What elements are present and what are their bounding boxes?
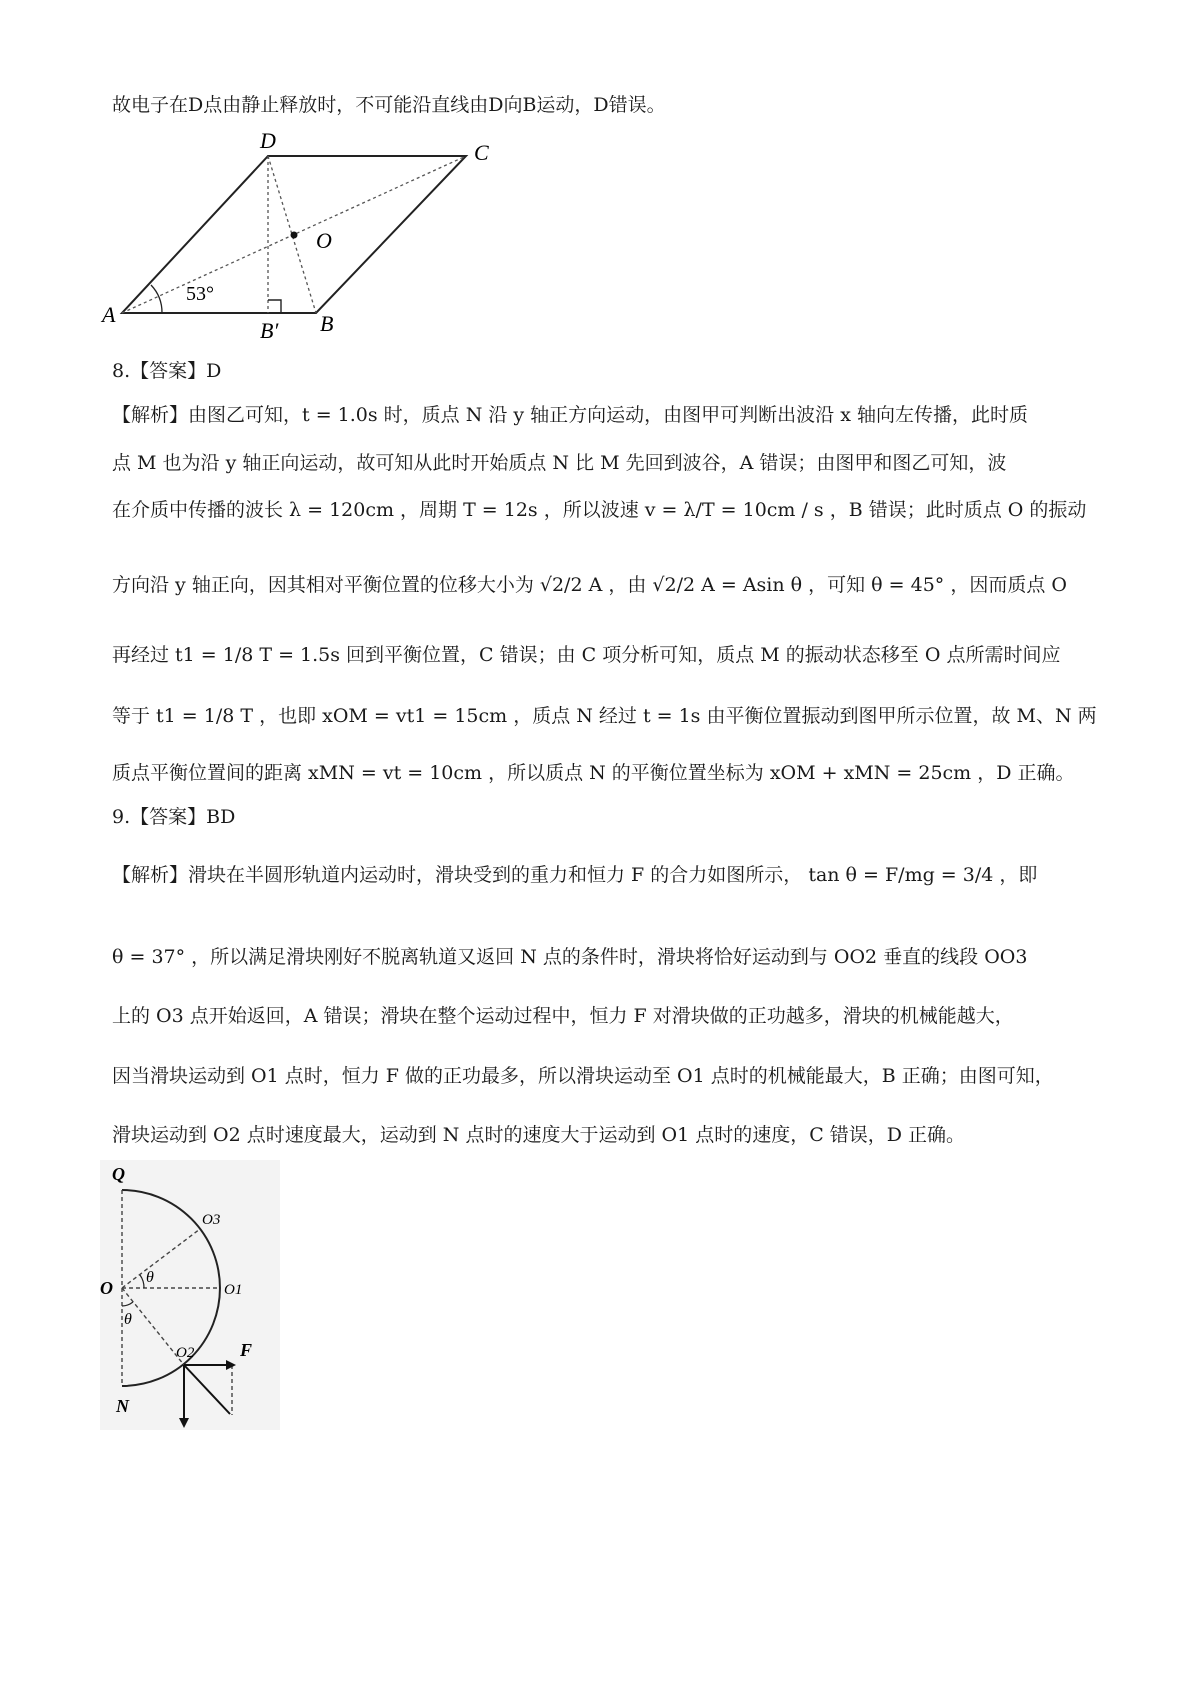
q9-line-5: 滑块运动到 O2 点时速度最大，运动到 N 点时的速度大于运动到 O1 点时的速度，C 错误，D 正确。	[112, 1124, 966, 1146]
label-c: C	[474, 140, 489, 165]
q9-answer	[112, 804, 235, 831]
q8-line-4: 方向沿 y 轴正向，因其相对平衡位置的位移大小为 √2/2 A ，由 √2/2 A = Asin θ ，可知 θ = 45° ，因而质点 O	[112, 574, 1067, 596]
q8-line-2: 点 M 也为沿 y 轴正向运动，故可知从此时开始质点 N 比 M 先回到波谷，A 错误；由图甲和图乙可知，波	[112, 452, 1007, 474]
semicircle-track-figure	[100, 1160, 280, 1430]
label-o3: O3	[202, 1212, 221, 1228]
label-b: B	[320, 311, 334, 336]
q9-line-3: 上的 O3 点开始返回，A 错误；滑块在整个运动过程中，恒力 F 对滑块做的正功越多，滑块的机械能越大，	[112, 1005, 1014, 1027]
label-b-prime: B′	[260, 318, 279, 343]
point-o-dot	[291, 232, 298, 239]
q9-line-4: 因当滑块运动到 O1 点时，恒力 F 做的正功最多，所以滑块运动至 O1 点时的机械能最大，B 正确；由图可知，	[112, 1065, 1054, 1087]
right-angle-mark	[268, 300, 281, 313]
q8-line-3: 在介质中传播的波长 λ = 120cm ，周期 T = 12s ，所以波速 v = λ/T = 10cm / s ，B 错误；此时质点 O 的振动	[112, 499, 1087, 521]
q8-analysis-line-7	[112, 760, 1075, 786]
q8-line-1: 由图乙可知，t = 1.0s 时，质点 N 沿 y 轴正方向运动，由图甲可判断出波沿 x 轴向左传播，此时质	[188, 404, 1028, 426]
label-n: N	[116, 1396, 129, 1416]
q8-analysis-line-3	[112, 497, 1086, 523]
q9-analysis-line-5	[112, 1122, 965, 1148]
angle-arc	[151, 285, 162, 313]
q8-answer-tag: 【答案】	[130, 361, 207, 382]
q9-analysis-line-3	[112, 1003, 1014, 1029]
label-o-center: O	[100, 1278, 113, 1298]
q8-answer-value: D	[206, 360, 222, 382]
q8-number: 8.	[112, 360, 131, 382]
q9-analysis-line-2	[112, 944, 1027, 970]
q8-analysis-line-4	[112, 572, 1067, 598]
top-paragraph-text: 故电子在D点由静止释放时，不可能沿直线由D向B运动，D错误。	[112, 94, 666, 116]
q9-analysis-line-1	[112, 862, 1037, 888]
q9-line-1: 滑块在半圆形轨道内运动时，滑块受到的重力和恒力 F 的合力如图所示， tan θ = F/mg = 3/4 ，即	[188, 864, 1038, 886]
label-d: D	[260, 128, 276, 153]
label-theta-upper: θ	[146, 1269, 154, 1286]
top-paragraph	[112, 92, 666, 118]
label-theta-lower: θ	[124, 1311, 132, 1328]
q9-analysis-line-4	[112, 1063, 1054, 1089]
parallelogram-figure	[100, 128, 520, 348]
q9-answer-value: BD	[206, 806, 236, 828]
q9-line-2: θ = 37° ，所以满足滑块刚好不脱离轨道又返回 N 点的条件时，滑块将恰好运动到与 OO2 垂直的线段 OO3	[112, 946, 1028, 968]
label-angle: 53°	[186, 283, 214, 305]
q9-analysis-tag: 【解析】	[112, 864, 189, 886]
label-o2: O2	[176, 1345, 195, 1361]
q9-number: 9.	[112, 806, 131, 828]
q8-line-7: 质点平衡位置间的距离 xMN = vt = 10cm ，所以质点 N 的平衡位置坐标为 xOM + xMN = 25cm ，D 正确。	[112, 762, 1075, 784]
label-o1: O1	[224, 1282, 243, 1298]
label-q: Q	[112, 1164, 125, 1184]
q8-analysis-line-1	[112, 402, 1028, 428]
q8-line-5: 再经过 t1 = 1/8 T = 1.5s 回到平衡位置，C 错误；由 C 项分析可知，质点 M 的振动状态移至 O 点所需时间应	[112, 644, 1061, 666]
q8-analysis-tag: 【解析】	[112, 404, 189, 426]
q9-answer-tag: 【答案】	[130, 807, 207, 828]
label-a: A	[102, 302, 116, 327]
q8-analysis-line-6	[112, 703, 1097, 729]
q8-line-6: 等于 t1 = 1/8 T ，也即 xOM = vt1 = 15cm ，质点 N 经过 t = 1s 由平衡位置振动到图甲所示位置，故 M、N 两	[112, 705, 1097, 727]
q8-analysis-line-5	[112, 642, 1060, 668]
q8-answer	[112, 358, 221, 385]
label-o: O	[316, 228, 332, 253]
q8-analysis-line-2	[112, 450, 1006, 476]
label-f: F	[240, 1340, 253, 1360]
